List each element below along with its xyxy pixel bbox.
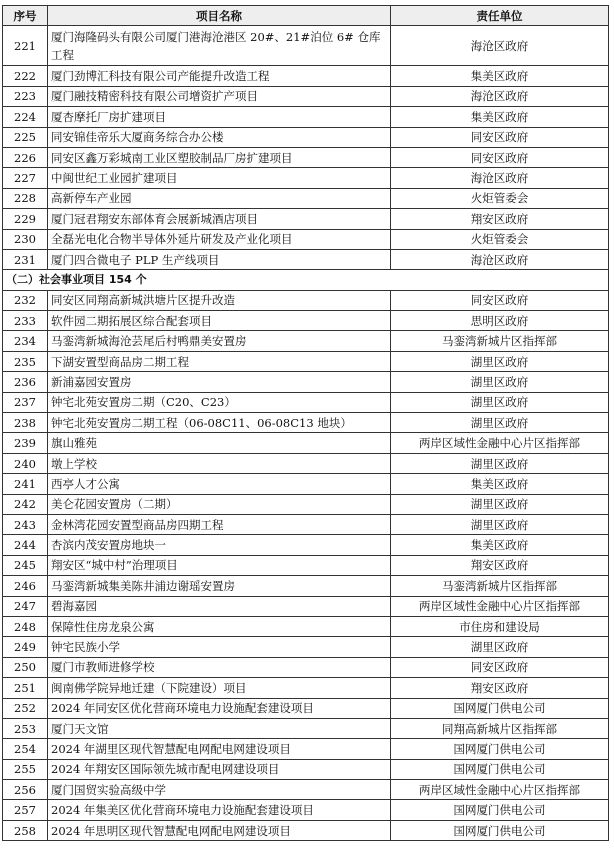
cell-name: 厦门海隆码头有限公司厦门港海沧港区 20#、21#泊位 6# 仓库工程 (48, 26, 391, 66)
cell-unit: 国网厦门供电公司 (391, 698, 609, 718)
cell-unit: 翔安区政府 (391, 555, 609, 575)
cell-name: 2024 年思明区现代智慧配电网配电网建设项目 (48, 820, 391, 840)
cell-no: 226 (3, 147, 48, 167)
table-row (3, 678, 609, 698)
cell-unit: 海沧区政府 (391, 168, 609, 188)
table-row (3, 188, 609, 208)
cell-unit: 同安区政府 (391, 127, 609, 147)
header-no: 序号 (3, 6, 48, 26)
cell-name: 翔安区“城中村”治理项目 (48, 555, 391, 575)
cell-no: 224 (3, 107, 48, 127)
cell-name: 马銮湾新城海沧芸尾后村鸭鼎美安置房 (48, 331, 391, 351)
cell-unit: 海沧区政府 (391, 86, 609, 106)
table-row (3, 290, 609, 310)
cell-name: 2024 年同安区优化营商环境电力设施配套建设项目 (48, 698, 391, 718)
cell-no: 239 (3, 433, 48, 453)
table-row (3, 474, 609, 494)
table-row (3, 514, 609, 534)
cell-unit: 火炬管委会 (391, 229, 609, 249)
cell-no: 258 (3, 820, 48, 840)
header-name: 项目名称 (48, 6, 391, 26)
cell-unit: 市住房和建设局 (391, 616, 609, 636)
cell-unit: 集美区政府 (391, 66, 609, 86)
cell-no: 240 (3, 453, 48, 473)
table-row (3, 780, 609, 800)
cell-unit: 湖里区政府 (391, 392, 609, 412)
table-row (3, 311, 609, 331)
cell-name: 2024 年湖里区现代智慧配电网配电网建设项目 (48, 739, 391, 759)
cell-name: 马銮湾新城集美陈井浦边谢瑶安置房 (48, 576, 391, 596)
cell-name: 厦门天文馆 (48, 718, 391, 738)
table-row (3, 168, 609, 188)
table-row (3, 26, 609, 66)
table-row (3, 555, 609, 575)
cell-no: 227 (3, 168, 48, 188)
cell-name: 厦门劲博汇科技有限公司产能提升改造工程 (48, 66, 391, 86)
cell-name: 全磊光电化合物半导体外延片研发及产业化项目 (48, 229, 391, 249)
table-row (3, 147, 609, 167)
table-row (3, 351, 609, 371)
cell-no: 230 (3, 229, 48, 249)
cell-no: 225 (3, 127, 48, 147)
table-row (3, 249, 609, 269)
cell-name: 新浦嘉园安置房 (48, 372, 391, 392)
cell-no: 246 (3, 576, 48, 596)
table-body-industry (3, 26, 609, 270)
table-row (3, 66, 609, 86)
cell-no: 238 (3, 413, 48, 433)
cell-no: 250 (3, 657, 48, 677)
cell-unit: 海沧区政府 (391, 26, 609, 66)
table-section (3, 270, 609, 290)
table-row (3, 637, 609, 657)
cell-unit: 思明区政府 (391, 311, 609, 331)
cell-unit: 湖里区政府 (391, 351, 609, 371)
cell-name: 钟宅北苑安置房二期工程（06-08C11、06-08C13 地块） (48, 413, 391, 433)
table-row (3, 698, 609, 718)
cell-no: 248 (3, 616, 48, 636)
cell-no: 245 (3, 555, 48, 575)
table-row (3, 229, 609, 249)
cell-no: 237 (3, 392, 48, 412)
cell-no: 247 (3, 596, 48, 616)
cell-name: 钟宅民族小学 (48, 637, 391, 657)
cell-name: 金林湾花园安置型商品房四期工程 (48, 514, 391, 534)
cell-unit: 湖里区政府 (391, 637, 609, 657)
cell-unit: 国网厦门供电公司 (391, 820, 609, 840)
cell-unit: 湖里区政府 (391, 494, 609, 514)
cell-unit: 火炬管委会 (391, 188, 609, 208)
cell-unit: 集美区政府 (391, 535, 609, 555)
cell-unit: 同安区政府 (391, 147, 609, 167)
cell-name: 厦门四合微电子 PLP 生产线项目 (48, 249, 391, 269)
table-row (3, 535, 609, 555)
project-table (2, 5, 609, 841)
cell-unit: 马銮湾新城片区指挥部 (391, 331, 609, 351)
table-row (3, 800, 609, 820)
cell-no: 228 (3, 188, 48, 208)
table-row (3, 453, 609, 473)
cell-unit: 湖里区政府 (391, 372, 609, 392)
cell-unit: 翔安区政府 (391, 209, 609, 229)
cell-unit: 两岸区域性金融中心片区指挥部 (391, 780, 609, 800)
table-header (3, 6, 609, 26)
cell-no: 257 (3, 800, 48, 820)
cell-no: 221 (3, 26, 48, 66)
cell-unit: 海沧区政府 (391, 249, 609, 269)
cell-no: 234 (3, 331, 48, 351)
cell-no: 241 (3, 474, 48, 494)
section-row (3, 270, 609, 290)
table-row (3, 759, 609, 779)
cell-unit: 湖里区政府 (391, 453, 609, 473)
cell-name: 软件园二期拓展区综合配套项目 (48, 311, 391, 331)
cell-unit: 同翔高新城片区指挥部 (391, 718, 609, 738)
table-row (3, 576, 609, 596)
cell-no: 243 (3, 514, 48, 534)
cell-name: 2024 年翔安区国际领先城市配电网建设项目 (48, 759, 391, 779)
cell-no: 253 (3, 718, 48, 738)
cell-name: 厦门冠君翔安东部体育会展新城酒店项目 (48, 209, 391, 229)
table-row (3, 209, 609, 229)
table-row (3, 331, 609, 351)
cell-unit: 两岸区域性金融中心片区指挥部 (391, 596, 609, 616)
section-title: （二）社会事业项目 154 个 (3, 270, 609, 290)
table-row (3, 739, 609, 759)
cell-name: 厦门融技精密科技有限公司增资扩产项目 (48, 86, 391, 106)
table-row (3, 86, 609, 106)
cell-name: 杏滨内茂安置房地块一 (48, 535, 391, 555)
cell-no: 252 (3, 698, 48, 718)
cell-no: 249 (3, 637, 48, 657)
cell-unit: 两岸区域性金融中心片区指挥部 (391, 433, 609, 453)
cell-name: 碧海嘉园 (48, 596, 391, 616)
cell-no: 233 (3, 311, 48, 331)
cell-unit: 翔安区政府 (391, 678, 609, 698)
cell-no: 242 (3, 494, 48, 514)
cell-name: 厦杏摩托厂房扩建项目 (48, 107, 391, 127)
cell-no: 244 (3, 535, 48, 555)
cell-unit: 国网厦门供电公司 (391, 739, 609, 759)
cell-unit: 马銮湾新城片区指挥部 (391, 576, 609, 596)
cell-name: 同安锦佳帝乐大厦商务综合办公楼 (48, 127, 391, 147)
cell-unit: 湖里区政府 (391, 413, 609, 433)
table-body-social (3, 290, 609, 841)
table-row (3, 657, 609, 677)
table-row (3, 433, 609, 453)
table-row (3, 127, 609, 147)
cell-unit: 湖里区政府 (391, 514, 609, 534)
header-unit: 责任单位 (391, 6, 609, 26)
cell-name: 同安区同翔高新城洪塘片区提升改造 (48, 290, 391, 310)
table-row (3, 596, 609, 616)
cell-name: 同安区鑫万彩城南工业区塑胶制品厂房扩建项目 (48, 147, 391, 167)
cell-no: 222 (3, 66, 48, 86)
cell-no: 235 (3, 351, 48, 371)
cell-unit: 集美区政府 (391, 107, 609, 127)
cell-name: 旗山雅苑 (48, 433, 391, 453)
cell-unit: 国网厦门供电公司 (391, 759, 609, 779)
cell-no: 254 (3, 739, 48, 759)
cell-no: 251 (3, 678, 48, 698)
cell-unit: 国网厦门供电公司 (391, 800, 609, 820)
table-row (3, 413, 609, 433)
table-row (3, 820, 609, 840)
cell-no: 236 (3, 372, 48, 392)
cell-name: 钟宅北苑安置房二期（C20、C23） (48, 392, 391, 412)
table-row (3, 392, 609, 412)
cell-name: 美仑花园安置房（二期） (48, 494, 391, 514)
cell-name: 闽南佛学院异地迁建（下院建设）项目 (48, 678, 391, 698)
header-row (3, 6, 609, 26)
table-row (3, 107, 609, 127)
table-row (3, 616, 609, 636)
cell-name: 保障性住房龙泉公寓 (48, 616, 391, 636)
cell-name: 西亭人才公寓 (48, 474, 391, 494)
cell-name: 下湖安置型商品房二期工程 (48, 351, 391, 371)
table-row (3, 372, 609, 392)
cell-name: 厦门市教师进修学校 (48, 657, 391, 677)
cell-no: 232 (3, 290, 48, 310)
cell-name: 2024 年集美区优化营商环境电力设施配套建设项目 (48, 800, 391, 820)
table-row (3, 494, 609, 514)
cell-name: 高新停车产业园 (48, 188, 391, 208)
cell-name: 中闽世纪工业园扩建项目 (48, 168, 391, 188)
cell-unit: 同安区政府 (391, 657, 609, 677)
cell-no: 255 (3, 759, 48, 779)
cell-no: 223 (3, 86, 48, 106)
cell-no: 231 (3, 249, 48, 269)
cell-name: 厦门国贸实验高级中学 (48, 780, 391, 800)
cell-no: 256 (3, 780, 48, 800)
cell-name: 墩上学校 (48, 453, 391, 473)
cell-no: 229 (3, 209, 48, 229)
cell-unit: 同安区政府 (391, 290, 609, 310)
table-row (3, 718, 609, 738)
cell-unit: 集美区政府 (391, 474, 609, 494)
